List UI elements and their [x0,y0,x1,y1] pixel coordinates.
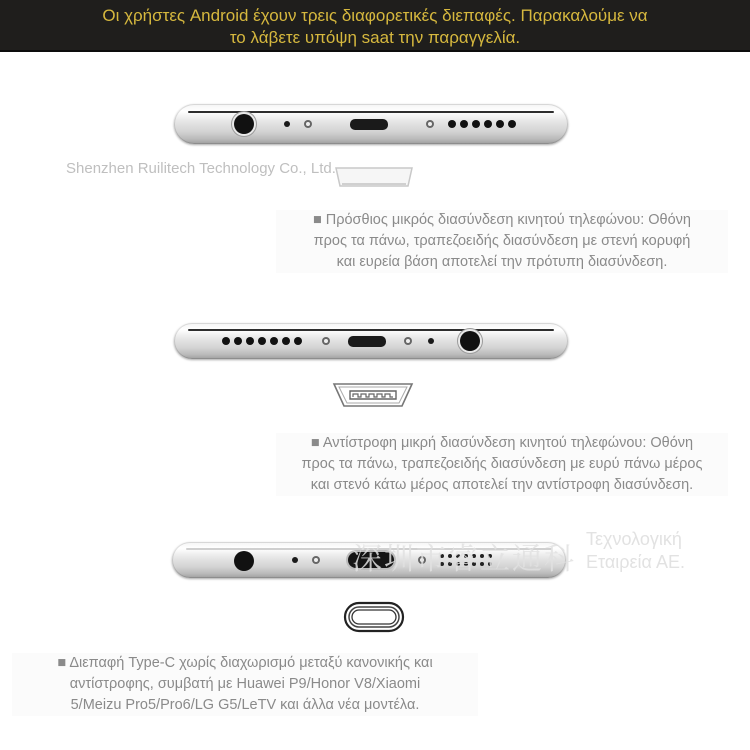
speaker-hole-icon [448,120,456,128]
microphone-hole-icon [292,557,298,563]
micro-usb-port-icon [348,336,386,347]
microphone-hole-icon [284,121,290,127]
micro-usb-port-icon [350,119,388,130]
speaker-hole-icon [234,337,242,345]
speaker-hole-icon [484,120,492,128]
caption-type-c [12,653,478,716]
speaker-hole-icon [258,337,266,345]
headphone-jack-icon [460,331,480,351]
speaker-hole-icon [496,120,504,128]
headphone-jack-icon [234,551,254,571]
notice-banner [0,0,750,52]
caption-reverse-micro-usb [276,433,728,496]
headphone-jack-icon [234,114,254,134]
speaker-hole-icon [294,337,302,345]
caption-line: προς τα πάνω, τραπεζοειδής διασύνδεση με ευρύ πάνω μέρος [301,456,703,472]
caption-line: προς τα πάνω, τραπεζοειδής διασύνδεση με στενή κορυφή [313,233,691,249]
speaker-hole-icon [282,337,290,345]
microphone-hole-icon [428,338,434,344]
screw-icon [426,120,434,128]
notice-line-2: το λάβετε υπόψη saat την παραγγελία. [229,28,521,47]
caption-line: ■ Πρόσθιος μικρός διασύνδεση κινητού τηλεφώνου: Οθόνη [312,212,691,228]
caption-line: και στενό κάτω μέρος αποτελεί την αντίστροφη διασύνδεση. [310,477,694,493]
caption-front-micro-usb [276,210,728,273]
speaker-hole-icon [460,120,468,128]
speaker-hole-icon [472,120,480,128]
phone-bottom-front-micro-usb [174,104,568,144]
caption-line: 5/Meizu Pro5/Pro6/LG G5/LeTV και άλλα νέα μοντέλα. [70,697,420,713]
speaker-hole-icon [222,337,230,345]
caption-line: αντίστροφης, συμβατή με Huawei P9/Honor V8/Xiaomi [69,676,421,692]
caption-line: ■ Διεπαφή Type-C χωρίς διαχωρισμό μεταξύ κανονικής και [57,655,433,671]
watermark-company-en: Shenzhen Ruilitech Technology Co., Ltd. [66,160,336,177]
notice-line-1: Οι χρήστες Android έχουν τρεις διαφορετικές διεπαφές. Παρακαλούμε να [102,6,648,25]
phone-bottom-reverse-micro-usb [174,323,568,359]
caption-line: και ευρεία βάση αποτελεί την πρότυπη διασύνδεση. [336,254,668,270]
screw-icon [312,556,320,564]
micro-usb-connector-icon [332,164,416,190]
phone-screen-edge [188,329,554,331]
screw-icon [322,337,330,345]
screw-icon [304,120,312,128]
watermark-gr-line-2: Εταιρεία ΑΕ. [586,552,685,572]
usb-type-c-connector-icon [343,601,405,633]
speaker-hole-icon [246,337,254,345]
watermark-company-gr [586,528,685,574]
micro-usb-connector-icon [330,380,416,410]
watermark-gr-line-1: Τεχνολογική [586,529,682,549]
phone-screen-edge [188,111,554,113]
watermark-company-cn: 深圳市睿立通科 [352,543,576,576]
speaker-hole-icon [508,120,516,128]
speaker-hole-icon [270,337,278,345]
caption-line: ■ Αντίστροφη μικρή διασύνδεση κινητού τηλεφώνου: Οθόνη [310,435,694,451]
screw-icon [404,337,412,345]
